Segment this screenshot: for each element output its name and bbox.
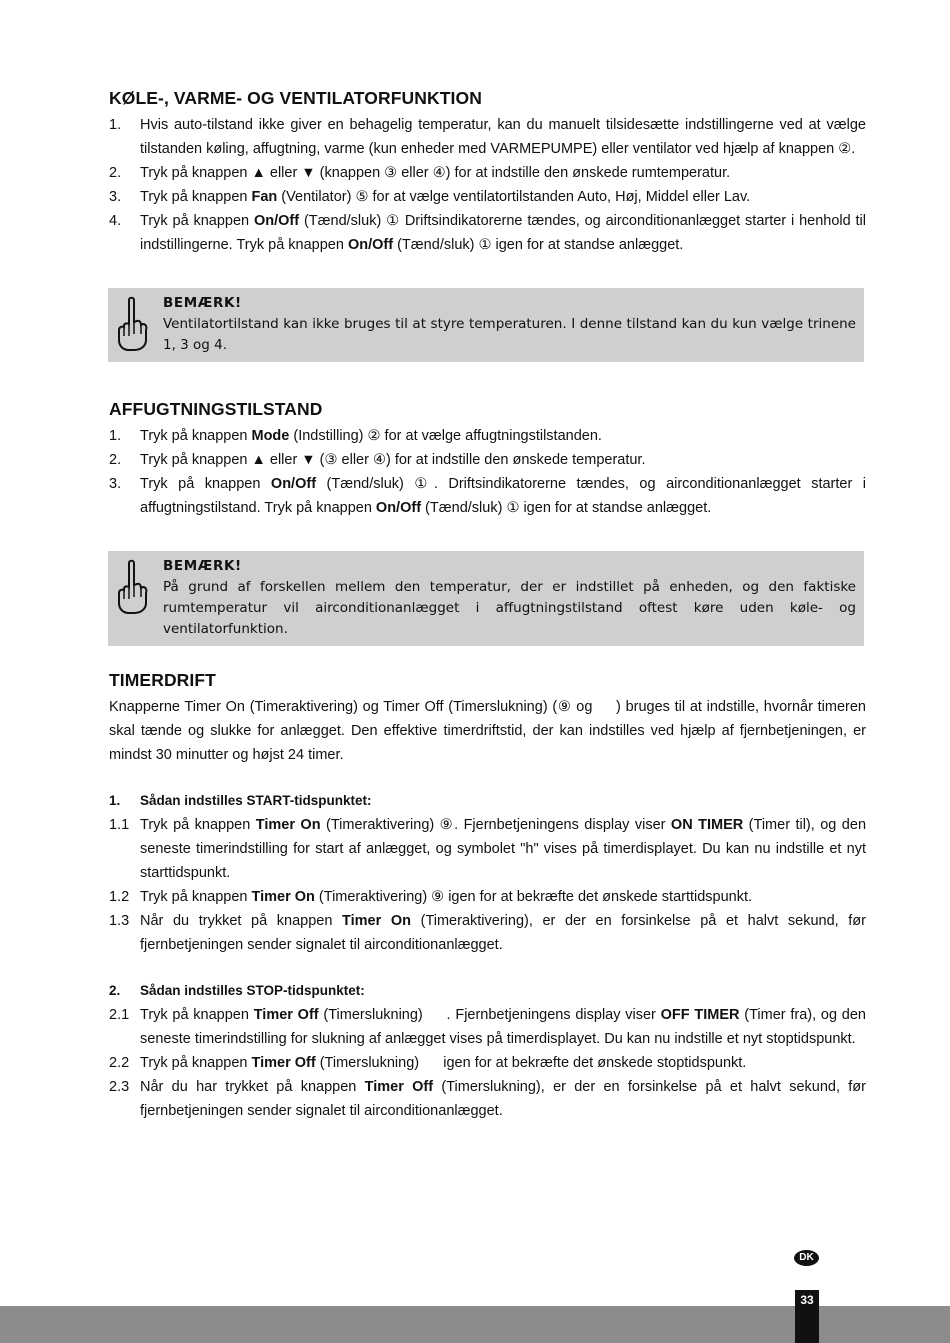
list-item: 1. Tryk på knappen Mode (Indstilling) ② for at vælge affugtningstilstanden. [109, 428, 602, 444]
list-item: 2.2 Tryk på knappen Timer Off (Timerslukning) igen for at bekræfte det ønskede stoptidspunkt. [109, 1055, 747, 1071]
note-box [108, 288, 864, 362]
section-heading-timer: TIMERDRIFT [109, 670, 216, 690]
list-item: 4. Tryk på knappen On/Off (Tænd/sluk) ① Driftsindikatorerne tændes, og airconditionanlægget starter i henhold til indstillingerne. Tryk på knappen On/Off (Tænd/sluk) ① igen for at standse anlægget. [109, 213, 867, 253]
note-title: BEMÆRK! [163, 558, 242, 574]
note-box [108, 551, 864, 646]
pointing-hand-icon [114, 559, 148, 617]
list-item: 3. Tryk på knappen On/Off (Tænd/sluk) ①. Driftsindikatorerne tændes, og airconditionanlægget starter i affugtningstilstand. Tryk på knappen On/Off (Tænd/sluk) ① igen for at standse anlægget. [109, 476, 867, 516]
list-item: 3. Tryk på knappen Fan (Ventilator) ⑤ for at vælge ventilatortilstanden Auto, Høj, Middel eller Lav. [109, 189, 751, 205]
note-title: BEMÆRK! [163, 295, 242, 311]
list-item: 1. Hvis auto-tilstand ikke giver en behagelig temperatur, kan du manuelt tilsidesætte indstillingerne ved at vælge tilstanden køling, affugtning, varme (kun enheder med VARMEPUMPE) eller ventilator ved hjælp af knappen ②. [109, 117, 866, 157]
list-item: 2.3 Når du har trykket på knappen Timer Off (Timerslukning), er der en forsinkelse på et halvt sekund, før fjernbetjeningen sender signalet til airconditionanlægget. [109, 1079, 866, 1119]
note-text: På grund af forskellen mellem den temperatur, der er indstillet på enheden, og den faktiske rumtemperatur vil airconditionanlægget i affugtningstilstand oftest køre uden køle- og ventilatorfunktion. [163, 579, 856, 637]
subsection-start-heading: 1. Sådan indstilles START-tidspunktet: [109, 793, 372, 808]
note-text: Ventilatortilstand kan ikke bruges til at styre temperaturen. I denne tilstand kan du kun vælge trinene 1, 3 og 4. [163, 316, 856, 353]
list-item: 2.1 Tryk på knappen Timer Off (Timerslukning) . Fjernbetjeningens display viser OFF TIMER (Timer fra), og den seneste timerindstilling for slukning af anlægget vises på timerdisplayet. Du kan nu indstille et nyt stoptidspunkt. [109, 1007, 871, 1047]
page-content [109, 88, 871, 1123]
pointing-hand-icon [114, 296, 148, 354]
list-item: 2. Tryk på knappen ▲ eller ▼ (knappen ③ eller ④) for at indstille den ønskede rumtemperatur. [109, 165, 731, 181]
language-badge: DK [794, 1250, 819, 1266]
page-number: 33 [795, 1290, 819, 1343]
list-item: 1.1 Tryk på knappen Timer On (Timeraktivering) ⑨. Fjernbetjeningens display viser ON TIMER (Timer til), og den seneste timerindstilling for start af anlægget, og symbolet "h" vises på timerdisplayet. Du kan nu indstille et nyt starttidspunkt. [109, 817, 867, 881]
list-item: 1.3 Når du trykket på knappen Timer On (Timeraktivering), er der en forsinkelse på et halvt sekund, før fjernbetjeningen sender signalet til airconditionanlægget. [109, 913, 866, 953]
list-item: 2. Tryk på knappen ▲ eller ▼ (③ eller ④) for at indstille den ønskede temperatur. [109, 452, 646, 468]
timer-intro: Knapperne Timer On (Timeraktivering) og Timer Off (Timerslukning) (⑨ og ) bruges til at indstille, hvornår timeren skal tænde og slukke for anlægget. Den effektive timerdriftstid, der kan indstilles ved hjælp af fjernbetjeningen, er mindst 30 minutter og højst 24 timer. [109, 699, 871, 763]
section-heading-dehumidify: AFFUGTNINGSTILSTAND [109, 399, 323, 419]
list-item: 1.2 Tryk på knappen Timer On (Timeraktivering) ⑨ igen for at bekræfte det ønskede starttidspunkt. [109, 889, 753, 905]
subsection-stop-heading: 2. Sådan indstilles STOP-tidspunktet: [109, 983, 365, 998]
section-heading-cooling: KØLE-, VARME- OG VENTILATORFUNKTION [109, 88, 482, 108]
